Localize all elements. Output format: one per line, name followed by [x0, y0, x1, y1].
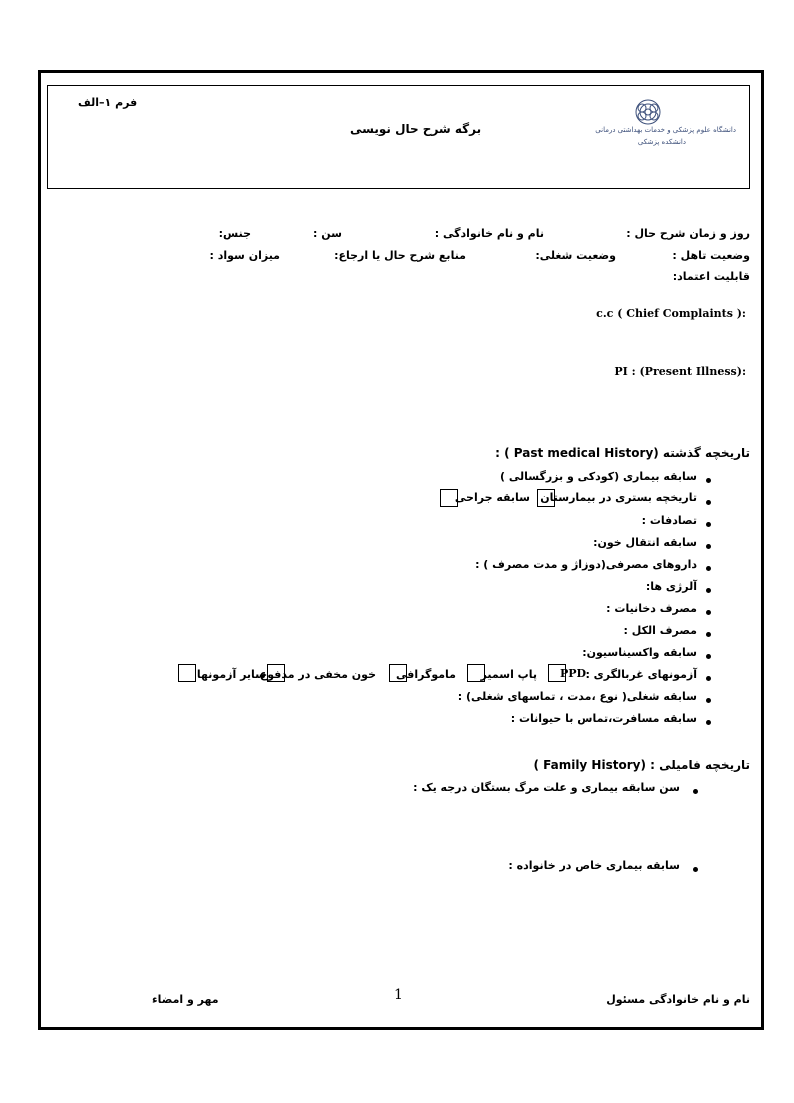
screening-label: آزمونهای غربالگری : [585, 668, 697, 681]
ppd-checkbox[interactable] [548, 664, 566, 682]
mammography-checkbox[interactable] [389, 664, 407, 682]
literacy-label: میزان سواد : [209, 249, 280, 262]
present-illness-label: PI : (Present Illness): [614, 365, 746, 378]
logo-text-2: دانشکده پزشکی [637, 138, 686, 146]
page-number: 1 [394, 987, 403, 1003]
bullet [693, 867, 698, 872]
alcohol: مصرف الکل : [623, 624, 697, 637]
bullet [706, 720, 711, 725]
ppd-label: PPD [560, 667, 587, 680]
responsible-name-label: نام و نام خانوادگی مسئول [606, 993, 750, 1006]
past-history-heading: تاریخچه گذشته (Past medical History ) : [495, 446, 750, 460]
bullet [706, 500, 711, 505]
signature-label: مهر و امضاء [152, 993, 219, 1006]
family-history-item-2: سابقه بیماری خاص در خانواده : [508, 859, 680, 872]
bullet [706, 544, 711, 549]
pap-smear-label: پاپ اسمیر [480, 668, 537, 681]
chief-complaint-label: c.c ( Chief Complaints ): [596, 307, 746, 320]
medications: داروهای مصرفی(دوزاژ و مدت مصرف ) : [475, 558, 697, 571]
other-tests-checkbox[interactable] [178, 664, 196, 682]
accidents: تصادفات : [641, 514, 697, 527]
page-title: برگه شرح حال نویسی [350, 122, 482, 136]
bullet [706, 566, 711, 571]
hospitalization-checkbox[interactable] [537, 489, 555, 507]
mammography-label: ماموگرافی [396, 668, 456, 681]
bullet [706, 654, 711, 659]
bullet [706, 632, 711, 637]
name-label: نام و نام خانوادگی : [434, 227, 544, 240]
bullet [706, 610, 711, 615]
allergies: آلرژی ها: [645, 580, 697, 593]
hospitalization-history: تاریخچه بستری در بیمارستان [540, 491, 697, 504]
date-time-label: روز و زمان شرح حال : [626, 227, 750, 240]
reliability-label: قابلیت اعتماد: [672, 270, 750, 283]
family-history-item-1: سن سابقه بیماری و علت مرگ بستگان درجه یک : [413, 781, 680, 794]
transfusion-history: سابقه انتقال خون: [593, 536, 697, 549]
smoking: مصرف دخانیات : [606, 602, 697, 615]
surgery-checkbox[interactable] [440, 489, 458, 507]
bullet [706, 698, 711, 703]
marital-label: وضعیت تاهل : [672, 249, 750, 262]
source-label: منابع شرح حال یا ارجاع: [334, 249, 466, 262]
logo-text-1: دانشگاه علوم پزشکی و خدمات بهداشتی درمانی [595, 126, 736, 134]
bullet [706, 478, 711, 483]
other-tests-label: سایر آزمونها [196, 668, 266, 681]
bullet [693, 789, 698, 794]
bullet [706, 676, 711, 681]
fobt-checkbox[interactable] [267, 664, 285, 682]
sex-label: جنس: [218, 227, 251, 240]
page-border [38, 70, 764, 1030]
bullet [706, 522, 711, 527]
bullet [706, 588, 711, 593]
university-logo [596, 96, 736, 156]
job-label: وضعیت شغلی: [535, 249, 616, 262]
pap-smear-checkbox[interactable] [467, 664, 485, 682]
illness-history: سابقه بیماری (کودکی و بزرگسالی ) [500, 470, 697, 483]
surgery-history: سابقه جراحی [454, 491, 530, 504]
fobt-label: خون مخفی در مدفوع [259, 668, 376, 681]
vaccination: سابقه واکسیناسیون: [582, 646, 697, 659]
occupation-history: سابقه شغلی( نوع ،مدت ، تماسهای شغلی) : [457, 690, 697, 703]
age-label: سن : [313, 227, 342, 240]
family-history-heading: تاریخچه فامیلی : (Family History ) [533, 758, 750, 772]
travel-history: سابقه مسافرت،تماس با حیوانات : [510, 712, 697, 725]
form-code: فرم ۱–الف [78, 96, 138, 109]
